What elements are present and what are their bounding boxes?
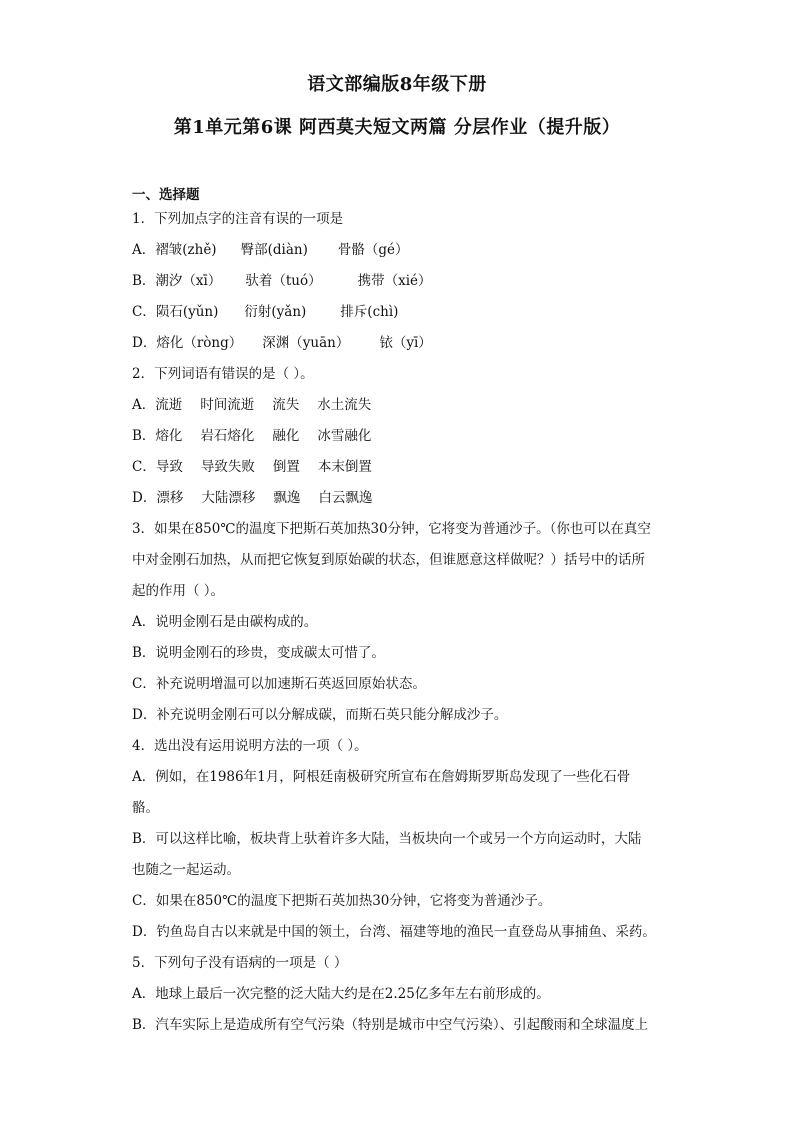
option-part: B．熔化 (132, 428, 183, 444)
question-2-option-b (132, 425, 667, 456)
option-part: B．潮汐（xī） (132, 273, 222, 289)
option-part: 本末倒置 (317, 459, 372, 475)
question-3-option-b: B．说明金刚石的珍贵，变成碳太可惜了。 (132, 645, 385, 661)
question-2-option-a (132, 394, 667, 425)
option-part: 倒置 (272, 459, 300, 475)
option-part: 携带（xié） (357, 273, 432, 289)
question-4-option-b-line-2: 也随之一起运动。 (132, 862, 240, 878)
question-1-option-a (132, 239, 667, 270)
question-3-stem-line-1: 3．如果在850℃的温度下把斯石英加热30分钟，它将变为普通沙子。（你也可以在真空 (132, 521, 651, 537)
question-3-stem-line-2: 中对金刚石加热，从而把它恢复到原始碳的状态，但谁愿意这样做呢？）括号中的话所 (132, 552, 645, 568)
question-content (132, 184, 667, 1045)
document-title: 语文部编版8年级下册 (307, 74, 487, 95)
option-part: 导致失败 (200, 459, 255, 475)
question-1-option-c (132, 301, 667, 332)
question-1-option-d (132, 332, 667, 363)
option-part: 骨骼（gé） (337, 242, 409, 258)
option-part: A．褶皱(zhě) (132, 242, 217, 258)
option-part: D．熔化（ròng） (132, 335, 243, 351)
option-part: 冰雪融化 (317, 428, 372, 444)
option-part: 臀部(diàn) (240, 242, 308, 258)
option-part: 白云飘逸 (318, 490, 373, 506)
question-4-option-a-line-1: A．例如，在1986年1月，阿根廷南极研究所宣布在詹姆斯罗斯岛发现了一些化石骨 (132, 769, 631, 785)
option-part: 衍射(yǎn) (244, 304, 307, 320)
question-4-option-d: D．钓鱼岛自古以来就是中国的领土，台湾、福建等地的渔民一直登岛从事捕鱼、采药。 (132, 924, 656, 940)
question-2-option-c (132, 456, 667, 487)
option-part: C．导致 (132, 459, 183, 475)
question-3-option-a: A．说明金刚石是由碳构成的。 (132, 614, 318, 630)
option-part: 排斥(chì) (340, 304, 399, 320)
option-part: 流失 (272, 397, 300, 413)
question-1-option-b (132, 270, 667, 301)
option-part: 深渊（yuān） (262, 335, 350, 351)
question-4-option-b-line-1: B．可以这样比喻，板块背上驮着许多大陆，当板块向一个或另一个方向运动时，大陆 (132, 831, 642, 847)
question-3-option-c: C．补充说明增温可以加速斯石英返回原始状态。 (132, 676, 426, 692)
option-part: 时间流逝 (200, 397, 255, 413)
option-part: C．陨石(yǔn) (132, 304, 219, 320)
option-part: 岩石熔化 (200, 428, 255, 444)
section-heading: 一、选择题 (132, 187, 200, 203)
option-part: 铱（yī） (379, 335, 432, 351)
question-4-option-a-line-2: 骼。 (132, 800, 159, 816)
question-4-stem: 4．选出没有运用说明方法的一项（ ）。 (132, 738, 368, 754)
option-part: 驮着（tuó） (245, 273, 322, 289)
option-part: A．流逝 (132, 397, 183, 413)
option-part: D．漂移 (132, 490, 184, 506)
question-3-option-d: D．补充说明金刚石可以分解成碳，而斯石英只能分解成沙子。 (132, 707, 508, 723)
question-5-option-a: A．地球上最后一次完整的泛大陆大约是在2.25亿多年左右前形成的。 (132, 986, 550, 1002)
question-5-option-b: B．汽车实际上是造成所有空气污染（特别是城市中空气污染）、引起酸雨和全球温度上 (132, 1017, 649, 1033)
option-part: 水土流失 (317, 397, 372, 413)
option-part: 飘逸 (273, 490, 301, 506)
option-part: 融化 (272, 428, 300, 444)
question-1-stem: 1．下列加点字的注音有误的一项是 (132, 211, 344, 227)
question-2-stem: 2．下列词语有错误的是（ ）。 (132, 366, 314, 382)
question-4-option-c: C．如果在850℃的温度下把斯石英加热30分钟，它将变为普通沙子。 (132, 893, 552, 909)
question-3-stem-line-3: 起的作用（ ）。 (132, 583, 225, 599)
question-2-option-d (132, 487, 667, 518)
question-5-stem: 5．下列句子没有语病的一项是（ ） (132, 955, 348, 971)
option-part: 大陆漂移 (201, 490, 256, 506)
document-subtitle: 第1单元第6课 阿西莫夫短文两篇 分层作业（提升版） (173, 117, 621, 138)
